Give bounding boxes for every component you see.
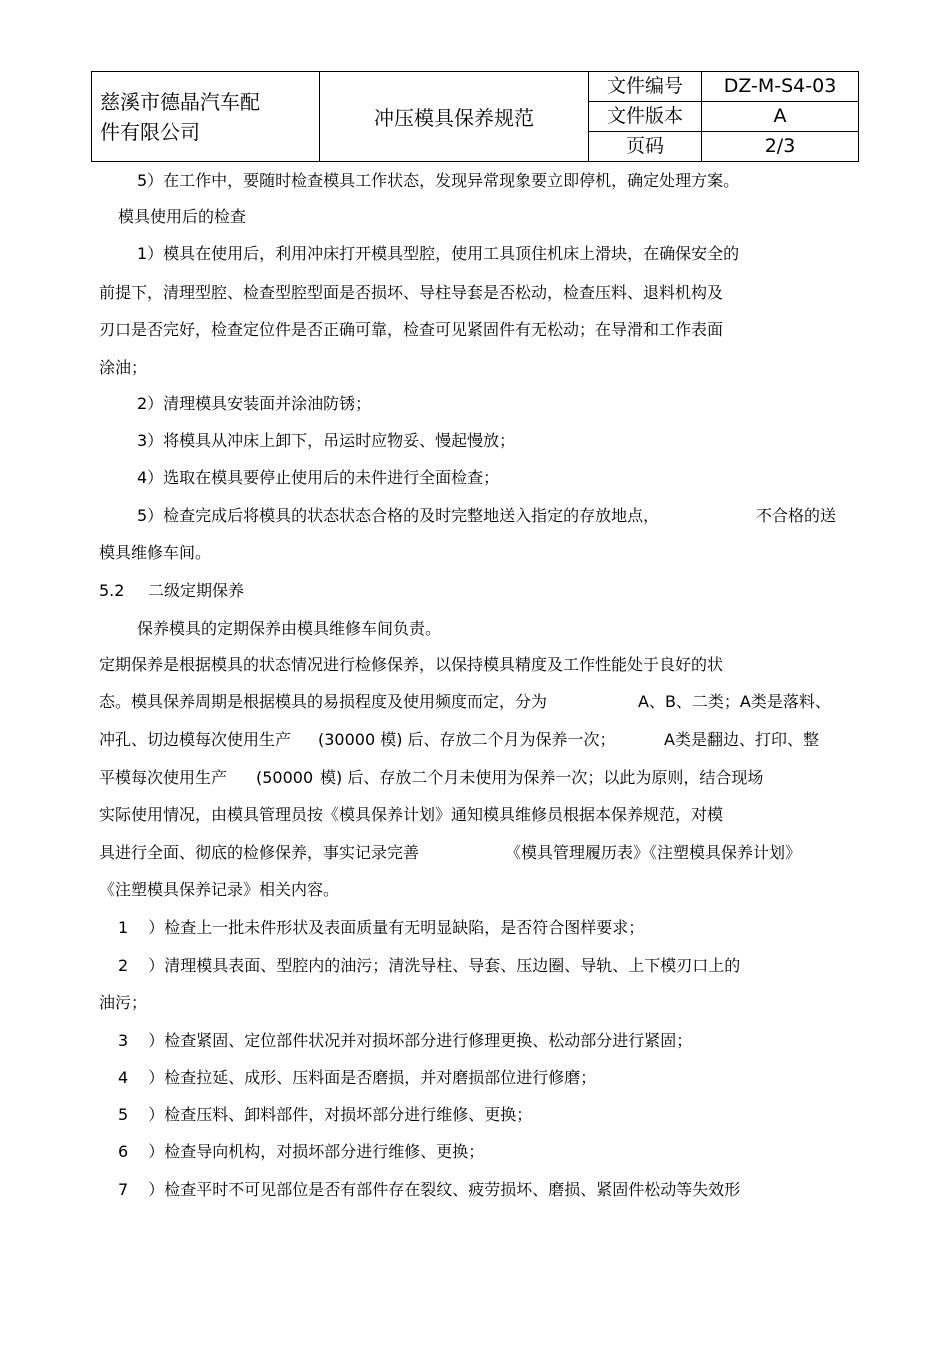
list-item-text: ）检查紧固、定位部件状况并对损坏部分进行修理更换、松动部分进行紧固； [148, 1031, 693, 1050]
list-item-text: ）检查平时不可见部位是否有部件存在裂纹、疲劳损坏、磨损、紧固件松动等失效形 [148, 1180, 741, 1199]
list-item [118, 1031, 692, 1051]
paragraph-line: 《模具管理履历表》《注塑模具保养计划》 [505, 843, 802, 862]
list-item-number: 6 [118, 1142, 129, 1161]
list-item [118, 956, 740, 976]
paragraph-line: 《注塑模具保养记录》相关内容。 [99, 880, 340, 899]
doc-number-label: 文件编号 [589, 72, 702, 102]
paragraph-line: 4）选取在模具要停止使用后的未件进行全面检查； [137, 468, 500, 487]
paragraph-line: 油污； [99, 993, 148, 1012]
page-label: 页码 [589, 132, 702, 162]
section-heading: 模具使用后的检查 [118, 207, 247, 226]
list-item [118, 1105, 532, 1125]
paragraph-line: 具进行全面、彻底的检修保养，事实记录完善 [99, 843, 420, 862]
paragraph-line: 涂油； [99, 358, 148, 377]
document-header-table [91, 71, 859, 162]
paragraph-line: 5）在工作中，要随时检查模具工作状态，发现异常现象要立即停机，确定处理方案。 [137, 171, 740, 190]
paragraph-line: 刃口是否完好，检查定位件是否正确可靠，检查可见紧固件有无松动；在导滑和工作表面 [99, 320, 724, 339]
list-item-number: 7 [118, 1180, 129, 1199]
paragraph-line: A类是翻边、打印、整 [664, 730, 819, 749]
list-item [118, 1142, 484, 1162]
paragraph-line: 冲孔、切边模每次使用生产 [99, 730, 292, 749]
paragraph-line: 前提下，清理型腔、检查型腔型面是否损坏、导柱导套是否松动，检查压料、退料机构及 [99, 283, 724, 302]
list-item-text: ）清理模具表面、型腔内的油污；清洗导柱、导套、压边圈、导轨、上下模刃口上的 [148, 956, 741, 975]
document-title: 冲压模具保养规范 [320, 72, 589, 162]
list-item-number: 1 [118, 918, 129, 937]
list-item-number: 4 [118, 1068, 129, 1087]
paragraph-line: 定期保养是根据模具的状态情况进行检修保养，以保持模具精度及工作性能处于良好的状 [99, 655, 724, 674]
paragraph-line: 3）将模具从冲床上卸下，吊运时应物妥、慢起慢放； [137, 431, 516, 450]
paragraph-line: 模具维修车间。 [99, 543, 212, 562]
version-value: A [702, 102, 859, 132]
paragraph-line: 模) 后、存放二个月未使用为保养一次；以此为原则，结合现场 [320, 768, 764, 787]
list-item [118, 918, 644, 938]
paragraph-line: 1）模具在使用后，利用冲床打开模具型腔，使用工具顶住机床上滑块，在确保安全的 [137, 244, 740, 263]
paragraph-line: 2）清理模具安装面并涂油防锈； [137, 394, 372, 413]
version-label: 文件版本 [589, 102, 702, 132]
company-name [92, 72, 320, 162]
list-item-number: 5 [118, 1105, 129, 1124]
paragraph-line: 不合格的送 [756, 506, 837, 525]
paragraph-line: 态。模具保养周期是根据模具的易损程度及使用频度而定，分为 [99, 692, 548, 711]
paragraph-line: (50000 [256, 768, 314, 787]
list-item-text: ）检查上一批未件形状及表面质量有无明显缺陷，是否符合图样要求； [148, 918, 645, 937]
company-name-line1: 慈溪市德晶汽车配 [100, 89, 260, 114]
paragraph-line: 保养模具的定期保养由模具维修车间负责。 [137, 619, 442, 638]
paragraph-line: 实际使用情况，由模具管理员按《模具保养计划》通知模具维修员根据本保养规范，对模 [99, 805, 724, 824]
list-item [118, 1068, 596, 1088]
list-item [118, 1180, 740, 1200]
list-item-text: ）检查压料、卸料部件，对损坏部分进行维修、更换； [148, 1105, 533, 1124]
company-name-line2: 件有限公司 [100, 119, 200, 144]
paragraph-line: 5）检查完成后将模具的状态状态合格的及时完整地送入指定的存放地点， [137, 506, 660, 525]
paragraph-line: (30000 模) 后、存放二个月为保养一次； [318, 730, 616, 749]
doc-number-value: DZ-M-S4-03 [702, 72, 859, 102]
section-number: 5.2 [99, 581, 125, 600]
list-item-text: ）检查拉延、成形、压料面是否磨损，并对磨损部位进行修磨； [148, 1068, 597, 1087]
section-heading: 二级定期保养 [148, 581, 245, 600]
page-value: 2/3 [702, 132, 859, 162]
paragraph-line: 平模每次使用生产 [99, 768, 228, 787]
list-item-number: 3 [118, 1031, 129, 1050]
list-item-text: ）检查导向机构，对损坏部分进行维修、更换； [148, 1142, 485, 1161]
paragraph-line: A、B、二类；A类是落料、 [638, 692, 831, 711]
list-item-number: 2 [118, 956, 129, 975]
